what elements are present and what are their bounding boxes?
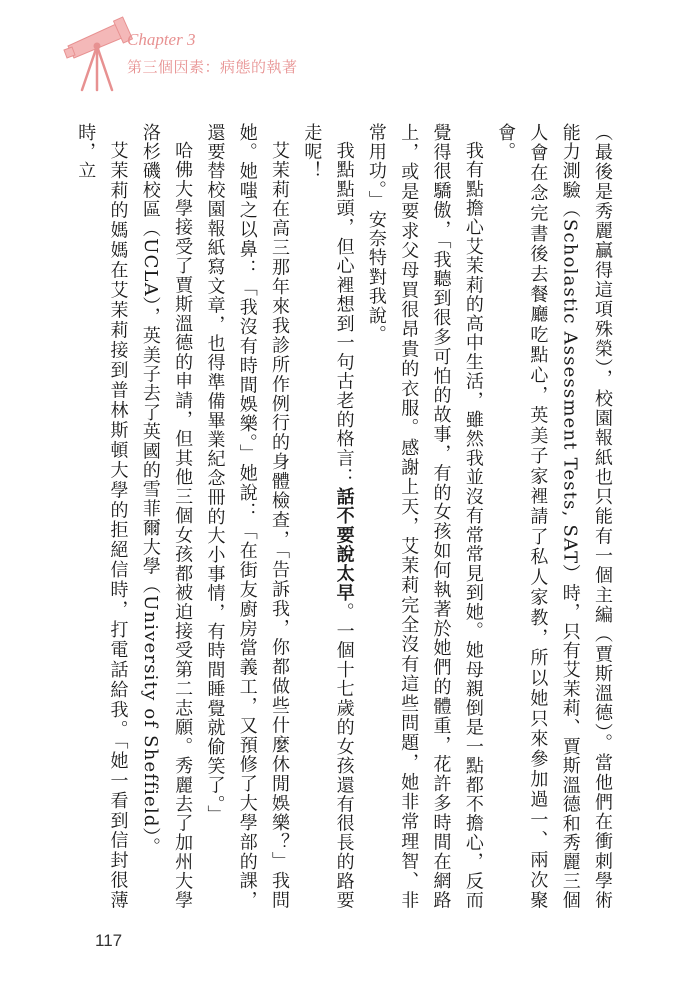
- paragraph: 我有點擔心艾茉莉的高中生活，雖然我並沒有常常見到她。她母親倒是一點都不擔心，反而覺得很驕傲，「我聽到很多可怕的故事，有的女孩如何執著於她們的體重，花許多時間在網路上，或是要求父母買很昂貴的衣服。感謝上天，艾茉莉完全沒有這些問題，她非常理智、非常用功。」安奈特對我說。: [365, 123, 484, 910]
- chapter-title: 第三個因素：病態的執著: [127, 58, 298, 76]
- paragraph: 艾茉莉的媽媽在艾茉莉接到普林斯頓大學的拒絕信時，打電話給我。「她一看到信封很薄時，立: [75, 123, 129, 910]
- paragraph: [295, 123, 360, 910]
- chapter-header: [0, 0, 700, 100]
- paragraph: 哈佛大學接受了賈斯溫德的申請，但其他三個女孩都被迫接受第二志願。秀麗去了加州大學洛杉磯校區（UCLA），英美子去了英國的雪菲爾大學（University of Sheffield）。: [139, 123, 194, 910]
- paragraph: （最後是秀麗贏得這項殊榮），校園報紙也只能有一個主編（賈斯溫德）。當他們在衝刺學術能力測驗（Scholastic Assessment Tests, SAT）時，只有艾茉莉、賈斯溫德和秀麗三個人會在念完書後去餐廳吃點心，英美子家裡請了私人家教，所以她只來參加過一、兩次聚會。: [495, 123, 613, 910]
- page-number: 117: [95, 931, 123, 950]
- paragraph-text: 我點點頭，但心裡想到一句古老的格言：: [333, 141, 355, 488]
- body-text: [75, 123, 618, 911]
- paragraph-text: 。一個十七歲的女孩還有很長的路要走呢！: [301, 123, 355, 911]
- paragraph: 艾茉莉在高三那年來我診所作例行的身體檢查，「告訴我，你都做些什麼休閒娛樂？」我問她。她嗤之以鼻：「我沒有時間娛樂。」她說：「在街友廚房當義工，又預修了大學部的課，還要替校園報紙寫文章，也得準備畢業紀念冊的大小事情，有時間睡覺就偷笑了。」: [204, 123, 291, 910]
- telescope-icon: [64, 16, 134, 92]
- bold-phrase: 話不要說太早: [333, 487, 355, 603]
- chapter-label: Chapter 3: [127, 30, 196, 49]
